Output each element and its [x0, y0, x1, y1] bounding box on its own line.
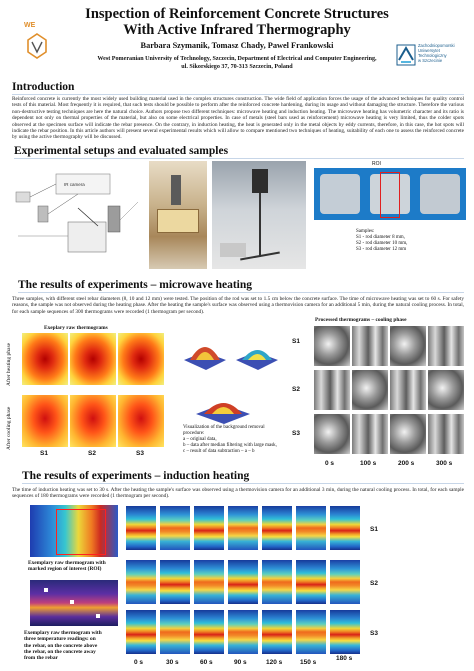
ind-time-150: 150 s [300, 659, 317, 666]
induction-raw-thermogram-roi [30, 505, 118, 557]
samples-title: Samples: [356, 229, 375, 234]
ind-s1-t60 [194, 506, 224, 550]
zut-text-3: Technologiczny [418, 53, 447, 58]
microwave-heading: The results of experiments – microwave heating [18, 279, 253, 291]
raw-thermogram-heating-s3 [118, 333, 164, 385]
zut-logo [396, 42, 470, 70]
raw-label-s3: S3 [136, 450, 144, 457]
ind-s3-t120 [262, 610, 292, 654]
ind-label-s1: S1 [370, 526, 378, 533]
ind-s3-t60 [194, 610, 224, 654]
affiliation [70, 55, 404, 71]
roi-label: ROI [372, 161, 381, 167]
raw-thermogram-heating-s1 [22, 333, 68, 385]
ind-s3-t150 [296, 610, 326, 654]
roi-rectangle [56, 509, 106, 555]
visualization-caption [183, 425, 293, 455]
ind-time-30: 30 s [166, 659, 179, 666]
processed-s1-t100 [352, 326, 388, 366]
induction-heading: The results of experiments – induction heating [22, 470, 250, 482]
setup-heading: Experimental setups and evaluated samples [14, 145, 229, 157]
induction-caption-1-line2: marked region of interest (ROI) [28, 566, 102, 573]
raw-thermogram-cooling-s2 [70, 395, 116, 447]
reading-marker-3 [96, 614, 100, 618]
processed-s2-t200 [390, 370, 426, 410]
ind-time-180: 180 s [336, 655, 353, 662]
induction-caption-1-line1: Exemplary raw thermogram with [28, 560, 106, 566]
title-line-2: With Active Infrared Thermography [123, 22, 351, 38]
intro-rule [12, 94, 464, 95]
ind-time-0: 0 s [134, 659, 144, 666]
processed-label-s3: S3 [292, 430, 300, 437]
ind-s2-t30 [160, 560, 190, 604]
processed-time-200: 200 s [398, 460, 415, 467]
microwave-text: Three samples, with different steel rebar diameters (8, 10 and 12 mm) were tested. The position of the rod was set to 1.5 cm below the concrete surface. The time of microwave heating was set to 60 s. For safety reasons, the sample was not observed during the heating phase. After the heating the sample's surface was observed using a thermovision camera for an additional 5 min, during the natural cooling process. In total, for each sample sequences of 300 thermograms were recorded (1 thermogram per second). [12, 296, 464, 315]
title-line-1: Inspection of Reinforcement Concrete Structures [85, 6, 389, 22]
zut-text-2: Uniwersytet [418, 48, 440, 53]
ind-time-90: 90 s [234, 659, 247, 666]
microwave-rule [18, 292, 464, 293]
processed-label-s2: S2 [292, 386, 300, 393]
induction-caption-2-line3: the rebar, on the concrete above [24, 642, 98, 649]
processed-thermograms-title: Processed thermograms – cooling phase [315, 317, 407, 323]
processed-s3-t300 [428, 414, 464, 454]
induction-setup-photo [212, 161, 306, 269]
reading-marker-2 [70, 600, 74, 604]
ind-s2-t150 [296, 560, 326, 604]
processed-s1-t0 [314, 326, 350, 366]
ind-label-s3: S3 [370, 630, 378, 637]
induction-caption-1 [28, 560, 106, 573]
samples-panel [310, 161, 470, 269]
ind-s2-t120 [262, 560, 292, 604]
ind-s3-t30 [160, 610, 190, 654]
zut-logo-text [418, 43, 455, 63]
induction-caption-2-line1: Exemplary raw thermogram with [24, 630, 102, 636]
induction-rule [22, 483, 464, 484]
diagram-box-label: IR camera [64, 182, 85, 187]
ind-s3-t90 [228, 610, 258, 654]
surface-plot-b [236, 350, 278, 370]
processed-s3-t100 [352, 414, 388, 454]
ind-label-s2: S2 [370, 580, 378, 587]
raw-label-s1: S1 [40, 450, 48, 457]
induction-caption-2-line2: three temperature readings: on [24, 636, 96, 643]
processed-time-300: 300 s [436, 460, 453, 467]
we-logo-icon [26, 32, 48, 60]
sample-s3: S3 - rod diameter 12 mm [356, 247, 407, 252]
processed-s2-t300 [428, 370, 464, 410]
zut-text-1: Zachodniopomorski [418, 43, 455, 48]
sample-s2: S2 - rod diameter 10 mm, [356, 241, 408, 246]
raw-thermogram-cooling-s1 [22, 395, 68, 447]
authors: Barbara Szymanik, Tomasz Chady, Pawel Frankowski [140, 41, 334, 50]
induction-caption-2 [24, 630, 102, 661]
ind-s1-t180 [330, 506, 360, 550]
surface-plots [180, 330, 286, 390]
processed-s2-t0 [314, 370, 350, 410]
samples-photo [314, 168, 466, 220]
ind-s2-t0 [126, 560, 156, 604]
affiliation-line-1: West Pomeranian University of Technology, Szczecin, Department of Electrical and Computer Engineering, [97, 56, 377, 62]
ind-s3-t0 [126, 610, 156, 654]
surface-plot-c [194, 392, 254, 426]
zut-text-4: w Szczecinie [418, 58, 443, 63]
visualization-caption-b: b – data after median filtering with large mask, [183, 443, 277, 448]
processed-s2-t100 [352, 370, 388, 410]
intro-text: Reinforced concrete is currently the most widely used building material used in the complex structures construction. The wide field of application forces the usage of the advanced techniques for quality control tests of this material. Most frequently it is required, that such tests should be possible to perform after the reinforced concrete hardening, during its usage and without damaging the structure. Therefore the various non-destructive testing techniques are here the natural choice. Authors propose two different techniques: microwave heating and induction heating. The microwave heating has volumetric character and its ratio is dependent not only on thermal properties of the material, but also on some electrical properties. In case of metals (steel bars used as reinforcement) microwave heating is very limited, thus the colder spots observed at the specimen surface will indicate the rebar presence. On the contrary, in induction heating, the heat is generated only in the metal objects by eddy currents, therefore, in this case, the hot spots will indicate the rebar position. In this article authors will present several experimental results which will allow to compare mentioned two techniques of heating, suitability of each one to assess the reinforced concrete by using the active thermography will be discussed. [12, 96, 464, 141]
sample-s1: S1 - rod diameter 8 mm, [356, 235, 405, 240]
ind-time-120: 120 s [266, 659, 283, 666]
ind-s3-t180 [330, 610, 360, 654]
microwave-setup-photo [149, 161, 207, 269]
intro-heading: Introduction [12, 81, 75, 93]
ind-s1-t0 [126, 506, 156, 550]
raw-label-s2: S2 [88, 450, 96, 457]
ind-s2-t180 [330, 560, 360, 604]
ind-s1-t120 [262, 506, 292, 550]
reading-marker-1 [44, 588, 48, 592]
processed-label-s1: S1 [292, 338, 300, 345]
visualization-caption-c: c – result of data subtraction – a – b [183, 449, 255, 454]
ind-s2-t90 [228, 560, 258, 604]
raw-thermogram-heating-s2 [70, 333, 116, 385]
surface-plot-a [184, 347, 226, 370]
visualization-caption-a: a – original data, [183, 437, 217, 442]
processed-time-100: 100 s [360, 460, 377, 467]
raw-thermogram-cooling-s3 [118, 395, 164, 447]
setup-diagram [8, 166, 144, 266]
ind-s2-t60 [194, 560, 224, 604]
we-logo-text: WE [24, 22, 36, 29]
processed-s3-t200 [390, 414, 426, 454]
visualization-caption-2: procedure: [183, 431, 205, 436]
samples-legend [356, 229, 407, 253]
visualization-caption-1: Visualization of the background removal [183, 425, 265, 430]
we-logo [22, 22, 56, 66]
induction-text: The time of induction heating was set to 30 s. After the heating the sample's surface was observed using a thermovision camera for an additional 3 min, during the natural cooling process. In total, for each sample sequences of 180 thermograms were recorded (1 thermogram per second). [12, 487, 464, 500]
affiliation-line-2: ul. Sikorskiego 37, 70-313 Szczecin, Poland [181, 64, 293, 70]
poster-title [70, 6, 404, 38]
induction-raw-thermogram-readings [30, 580, 118, 626]
ind-s1-t150 [296, 506, 326, 550]
ind-time-60: 60 s [200, 659, 213, 666]
induction-caption-2-line5: from the rebar [24, 655, 58, 662]
ind-s1-t30 [160, 506, 190, 550]
raw-thermograms-title: Exeplary raw thermograms [44, 325, 108, 331]
processed-time-0: 0 s [325, 460, 335, 467]
processed-s3-t0 [314, 414, 350, 454]
setup-rule [14, 158, 464, 159]
induction-caption-2-line4: the rebar, on the concrete away [24, 648, 96, 655]
ind-s1-t90 [228, 506, 258, 550]
after-cooling-label: After cooling phase [6, 406, 12, 450]
zut-logo-icon [396, 44, 416, 66]
processed-s1-t300 [428, 326, 464, 366]
processed-s1-t200 [390, 326, 426, 366]
after-heating-label: After heating phase [6, 342, 12, 386]
induction-grid [126, 506, 366, 656]
